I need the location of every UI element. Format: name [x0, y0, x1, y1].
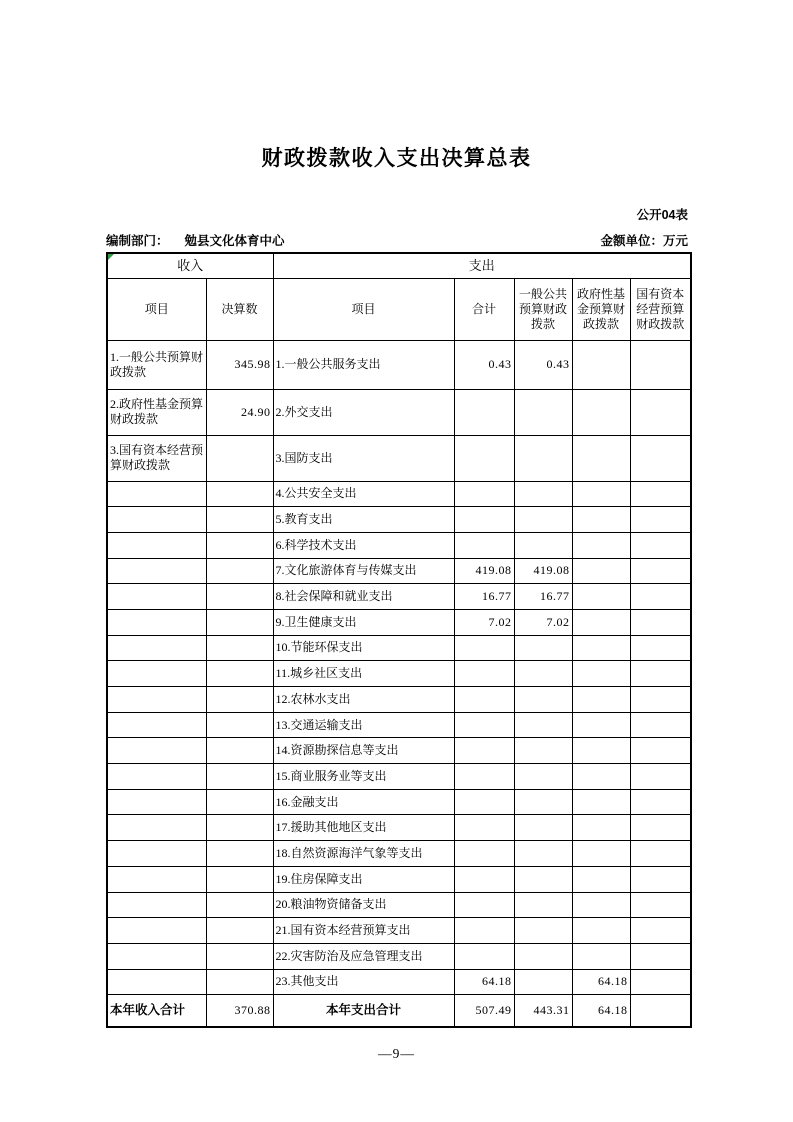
meta-line — [106, 231, 688, 249]
col-header-state-capital: 国有资本经营预算财政拨款 — [630, 278, 691, 340]
expense-total-cell — [454, 389, 514, 435]
income-value-cell — [206, 789, 273, 815]
income-value-cell — [206, 943, 273, 969]
expense-general-budget-cell — [514, 866, 572, 892]
income-value-cell — [206, 892, 273, 918]
expense-general-budget-cell — [514, 815, 572, 841]
expense-general-budget-cell — [514, 532, 572, 558]
income-item-cell — [107, 481, 206, 507]
expense-gov-fund-cell — [572, 943, 630, 969]
income-item-cell — [107, 918, 206, 944]
expense-state-capital-cell — [630, 558, 691, 584]
expense-item-cell: 5.教育支出 — [273, 507, 454, 533]
expense-item-cell: 8.社会保障和就业支出 — [273, 584, 454, 610]
expense-gov-fund-cell — [572, 481, 630, 507]
income-value-cell: 345.98 — [206, 340, 273, 389]
expense-total-cell — [454, 841, 514, 867]
expense-state-capital-cell — [630, 841, 691, 867]
expense-item-cell: 20.粮油物资储备支出 — [273, 892, 454, 918]
table-row — [107, 609, 691, 635]
expense-gov-fund-cell — [572, 712, 630, 738]
expense-general-budget-cell — [514, 841, 572, 867]
expense-gov-fund-cell — [572, 918, 630, 944]
expense-gov-fund-cell — [572, 815, 630, 841]
income-item-cell — [107, 609, 206, 635]
expense-state-capital-cell — [630, 687, 691, 713]
expense-gov-fund-cell — [572, 892, 630, 918]
expense-item-cell: 16.金融支出 — [273, 789, 454, 815]
expense-item-cell: 1.一般公共服务支出 — [273, 340, 454, 389]
expense-total-cell: 0.43 — [454, 340, 514, 389]
expense-general-budget-cell — [514, 687, 572, 713]
department-label: 编制部门： — [106, 234, 169, 248]
expense-state-capital-cell — [630, 738, 691, 764]
expense-general-budget-cell — [514, 712, 572, 738]
table-row — [107, 481, 691, 507]
expense-state-capital-cell — [630, 969, 691, 995]
totals-value-cell: 64.18 — [572, 995, 630, 1027]
expense-state-capital-cell — [630, 635, 691, 661]
table-row — [107, 789, 691, 815]
expense-total-cell — [454, 815, 514, 841]
expense-state-capital-cell — [630, 866, 691, 892]
income-item-cell — [107, 789, 206, 815]
table-row — [107, 943, 691, 969]
totals-value-cell: 443.31 — [514, 995, 572, 1027]
table-row — [107, 584, 691, 610]
table-row — [107, 712, 691, 738]
income-value-cell — [206, 481, 273, 507]
expense-total-cell — [454, 918, 514, 944]
expense-total-cell — [454, 435, 514, 481]
income-value-cell — [206, 866, 273, 892]
table-row — [107, 507, 691, 533]
expense-gov-fund-cell — [572, 841, 630, 867]
expense-item-cell: 14.资源勘探信息等支出 — [273, 738, 454, 764]
expense-general-budget-cell — [514, 892, 572, 918]
totals-value-cell: 370.88 — [206, 995, 273, 1027]
income-total-label: 本年收入合计 — [107, 995, 206, 1027]
income-value-cell — [206, 635, 273, 661]
expense-state-capital-cell — [630, 712, 691, 738]
expense-state-capital-cell — [630, 609, 691, 635]
expense-item-cell: 23.其他支出 — [273, 969, 454, 995]
income-value-cell — [206, 764, 273, 790]
table-code-label: 公开04表 — [636, 208, 688, 222]
expense-state-capital-cell — [630, 340, 691, 389]
table-row — [107, 558, 691, 584]
col-header-general-budget: 一般公共预算财政拨款 — [514, 278, 572, 340]
expense-general-budget-cell — [514, 943, 572, 969]
expense-item-cell: 10.节能环保支出 — [273, 635, 454, 661]
expense-general-budget-cell — [514, 389, 572, 435]
col-header-expense-item: 项目 — [273, 278, 454, 340]
expense-group-header: 支出 — [273, 253, 691, 278]
table-row — [107, 687, 691, 713]
table-row — [107, 532, 691, 558]
table-row — [107, 435, 691, 481]
department-value: 勉县文化体育中心 — [184, 234, 285, 248]
expense-state-capital-cell — [630, 435, 691, 481]
expense-general-budget-cell — [514, 969, 572, 995]
table-row — [107, 340, 691, 389]
expense-item-cell: 7.文化旅游体育与传媒支出 — [273, 558, 454, 584]
table-row — [107, 389, 691, 435]
expense-general-budget-cell — [514, 764, 572, 790]
income-group-header: 收入 — [107, 253, 273, 278]
expense-general-budget-cell — [514, 738, 572, 764]
expense-state-capital-cell — [630, 584, 691, 610]
expense-gov-fund-cell — [572, 635, 630, 661]
expense-item-cell: 3.国防支出 — [273, 435, 454, 481]
page-title: 财政拨款收入支出决算总表 — [261, 147, 532, 170]
income-value-cell — [206, 661, 273, 687]
income-item-cell — [107, 764, 206, 790]
expense-state-capital-cell — [630, 943, 691, 969]
expense-total-cell — [454, 635, 514, 661]
table-row — [107, 841, 691, 867]
expense-item-cell: 18.自然资源海洋气象等支出 — [273, 841, 454, 867]
department-line — [106, 231, 285, 249]
expense-item-cell: 9.卫生健康支出 — [273, 609, 454, 635]
expense-total-label: 本年支出合计 — [273, 995, 454, 1027]
expense-item-cell: 17.援助其他地区支出 — [273, 815, 454, 841]
expense-state-capital-cell — [630, 532, 691, 558]
table-row — [107, 969, 691, 995]
income-value-cell — [206, 815, 273, 841]
group-header-row — [107, 253, 691, 278]
totals-value-cell — [630, 995, 691, 1027]
expense-general-budget-cell — [514, 435, 572, 481]
income-item-cell: 2.政府性基金预算财政拨款 — [107, 389, 206, 435]
income-item-cell — [107, 815, 206, 841]
expense-total-cell — [454, 712, 514, 738]
expense-general-budget-cell — [514, 918, 572, 944]
income-value-cell — [206, 918, 273, 944]
expense-gov-fund-cell — [572, 532, 630, 558]
expense-gov-fund-cell — [572, 661, 630, 687]
expense-gov-fund-cell — [572, 584, 630, 610]
income-item-cell — [107, 866, 206, 892]
totals-row — [107, 995, 691, 1027]
table-row — [107, 918, 691, 944]
expense-general-budget-cell: 0.43 — [514, 340, 572, 389]
expense-general-budget-cell — [514, 481, 572, 507]
expense-item-cell: 21.国有资本经营预算支出 — [273, 918, 454, 944]
table-row — [107, 815, 691, 841]
expense-state-capital-cell — [630, 815, 691, 841]
expense-gov-fund-cell: 64.18 — [572, 969, 630, 995]
income-value-cell — [206, 841, 273, 867]
col-header-gov-fund: 政府性基金预算财政拨款 — [572, 278, 630, 340]
income-value-cell — [206, 712, 273, 738]
income-value-cell — [206, 584, 273, 610]
expense-general-budget-cell — [514, 789, 572, 815]
col-header-income-amount: 决算数 — [206, 278, 273, 340]
expense-state-capital-cell — [630, 389, 691, 435]
expense-gov-fund-cell — [572, 789, 630, 815]
expense-total-cell: 419.08 — [454, 558, 514, 584]
expense-gov-fund-cell — [572, 866, 630, 892]
income-item-cell — [107, 558, 206, 584]
income-item-cell — [107, 584, 206, 610]
expense-total-cell — [454, 866, 514, 892]
expense-item-cell: 4.公共安全支出 — [273, 481, 454, 507]
income-value-cell — [206, 687, 273, 713]
table-row — [107, 866, 691, 892]
income-item-cell — [107, 635, 206, 661]
expense-general-budget-cell — [514, 635, 572, 661]
table-body — [107, 340, 691, 1027]
income-value-cell — [206, 738, 273, 764]
income-value-cell — [206, 435, 273, 481]
expense-state-capital-cell — [630, 764, 691, 790]
expense-gov-fund-cell — [572, 389, 630, 435]
income-item-cell — [107, 661, 206, 687]
income-item-cell — [107, 841, 206, 867]
expense-total-cell — [454, 532, 514, 558]
income-item-cell: 1.一般公共预算财政拨款 — [107, 340, 206, 389]
expense-item-cell: 11.城乡社区支出 — [273, 661, 454, 687]
col-header-income-item: 项目 — [107, 278, 206, 340]
fiscal-appropriation-table — [106, 252, 692, 1028]
col-header-total: 合计 — [454, 278, 514, 340]
expense-state-capital-cell — [630, 918, 691, 944]
expense-general-budget-cell — [514, 507, 572, 533]
expense-total-cell — [454, 481, 514, 507]
income-value-cell — [206, 609, 273, 635]
expense-total-cell — [454, 687, 514, 713]
income-item-cell — [107, 687, 206, 713]
expense-gov-fund-cell — [572, 609, 630, 635]
expense-state-capital-cell — [630, 789, 691, 815]
expense-state-capital-cell — [630, 661, 691, 687]
expense-general-budget-cell: 7.02 — [514, 609, 572, 635]
expense-gov-fund-cell — [572, 507, 630, 533]
income-item-cell — [107, 738, 206, 764]
expense-item-cell: 15.商业服务业等支出 — [273, 764, 454, 790]
income-item-cell — [107, 943, 206, 969]
income-value-cell — [206, 507, 273, 533]
table-row — [107, 892, 691, 918]
income-item-cell — [107, 892, 206, 918]
expense-total-cell — [454, 764, 514, 790]
income-value-cell — [206, 969, 273, 995]
expense-item-cell: 19.住房保障支出 — [273, 866, 454, 892]
income-item-cell — [107, 712, 206, 738]
expense-general-budget-cell: 16.77 — [514, 584, 572, 610]
expense-gov-fund-cell — [572, 340, 630, 389]
expense-general-budget-cell: 419.08 — [514, 558, 572, 584]
income-value-cell: 24.90 — [206, 389, 273, 435]
expense-total-cell: 16.77 — [454, 584, 514, 610]
expense-total-cell — [454, 892, 514, 918]
income-item-cell: 3.国有资本经营预算财政拨款 — [107, 435, 206, 481]
table-row — [107, 738, 691, 764]
table-row — [107, 661, 691, 687]
excel-note-triangle-icon — [108, 254, 114, 260]
income-value-cell — [206, 532, 273, 558]
income-item-cell — [107, 969, 206, 995]
expense-state-capital-cell — [630, 892, 691, 918]
expense-total-cell — [454, 943, 514, 969]
expense-total-cell — [454, 661, 514, 687]
page-number: —9— — [378, 1046, 415, 1061]
unit-label: 金额单位：万元 — [600, 234, 688, 248]
expense-gov-fund-cell — [572, 687, 630, 713]
expense-total-cell — [454, 738, 514, 764]
expense-item-cell: 6.科学技术支出 — [273, 532, 454, 558]
expense-general-budget-cell — [514, 661, 572, 687]
income-item-cell — [107, 532, 206, 558]
table-row — [107, 764, 691, 790]
totals-value-cell: 507.49 — [454, 995, 514, 1027]
expense-total-cell — [454, 507, 514, 533]
expense-state-capital-cell — [630, 507, 691, 533]
expense-item-cell: 2.外交支出 — [273, 389, 454, 435]
income-item-cell — [107, 507, 206, 533]
expense-state-capital-cell — [630, 481, 691, 507]
table-row — [107, 635, 691, 661]
expense-total-cell: 64.18 — [454, 969, 514, 995]
expense-gov-fund-cell — [572, 435, 630, 481]
expense-item-cell: 22.灾害防治及应急管理支出 — [273, 943, 454, 969]
expense-gov-fund-cell — [572, 558, 630, 584]
expense-gov-fund-cell — [572, 764, 630, 790]
expense-gov-fund-cell — [572, 738, 630, 764]
income-value-cell — [206, 558, 273, 584]
expense-item-cell: 13.交通运输支出 — [273, 712, 454, 738]
expense-total-cell — [454, 789, 514, 815]
column-header-row — [107, 278, 691, 340]
expense-item-cell: 12.农林水支出 — [273, 687, 454, 713]
expense-total-cell: 7.02 — [454, 609, 514, 635]
